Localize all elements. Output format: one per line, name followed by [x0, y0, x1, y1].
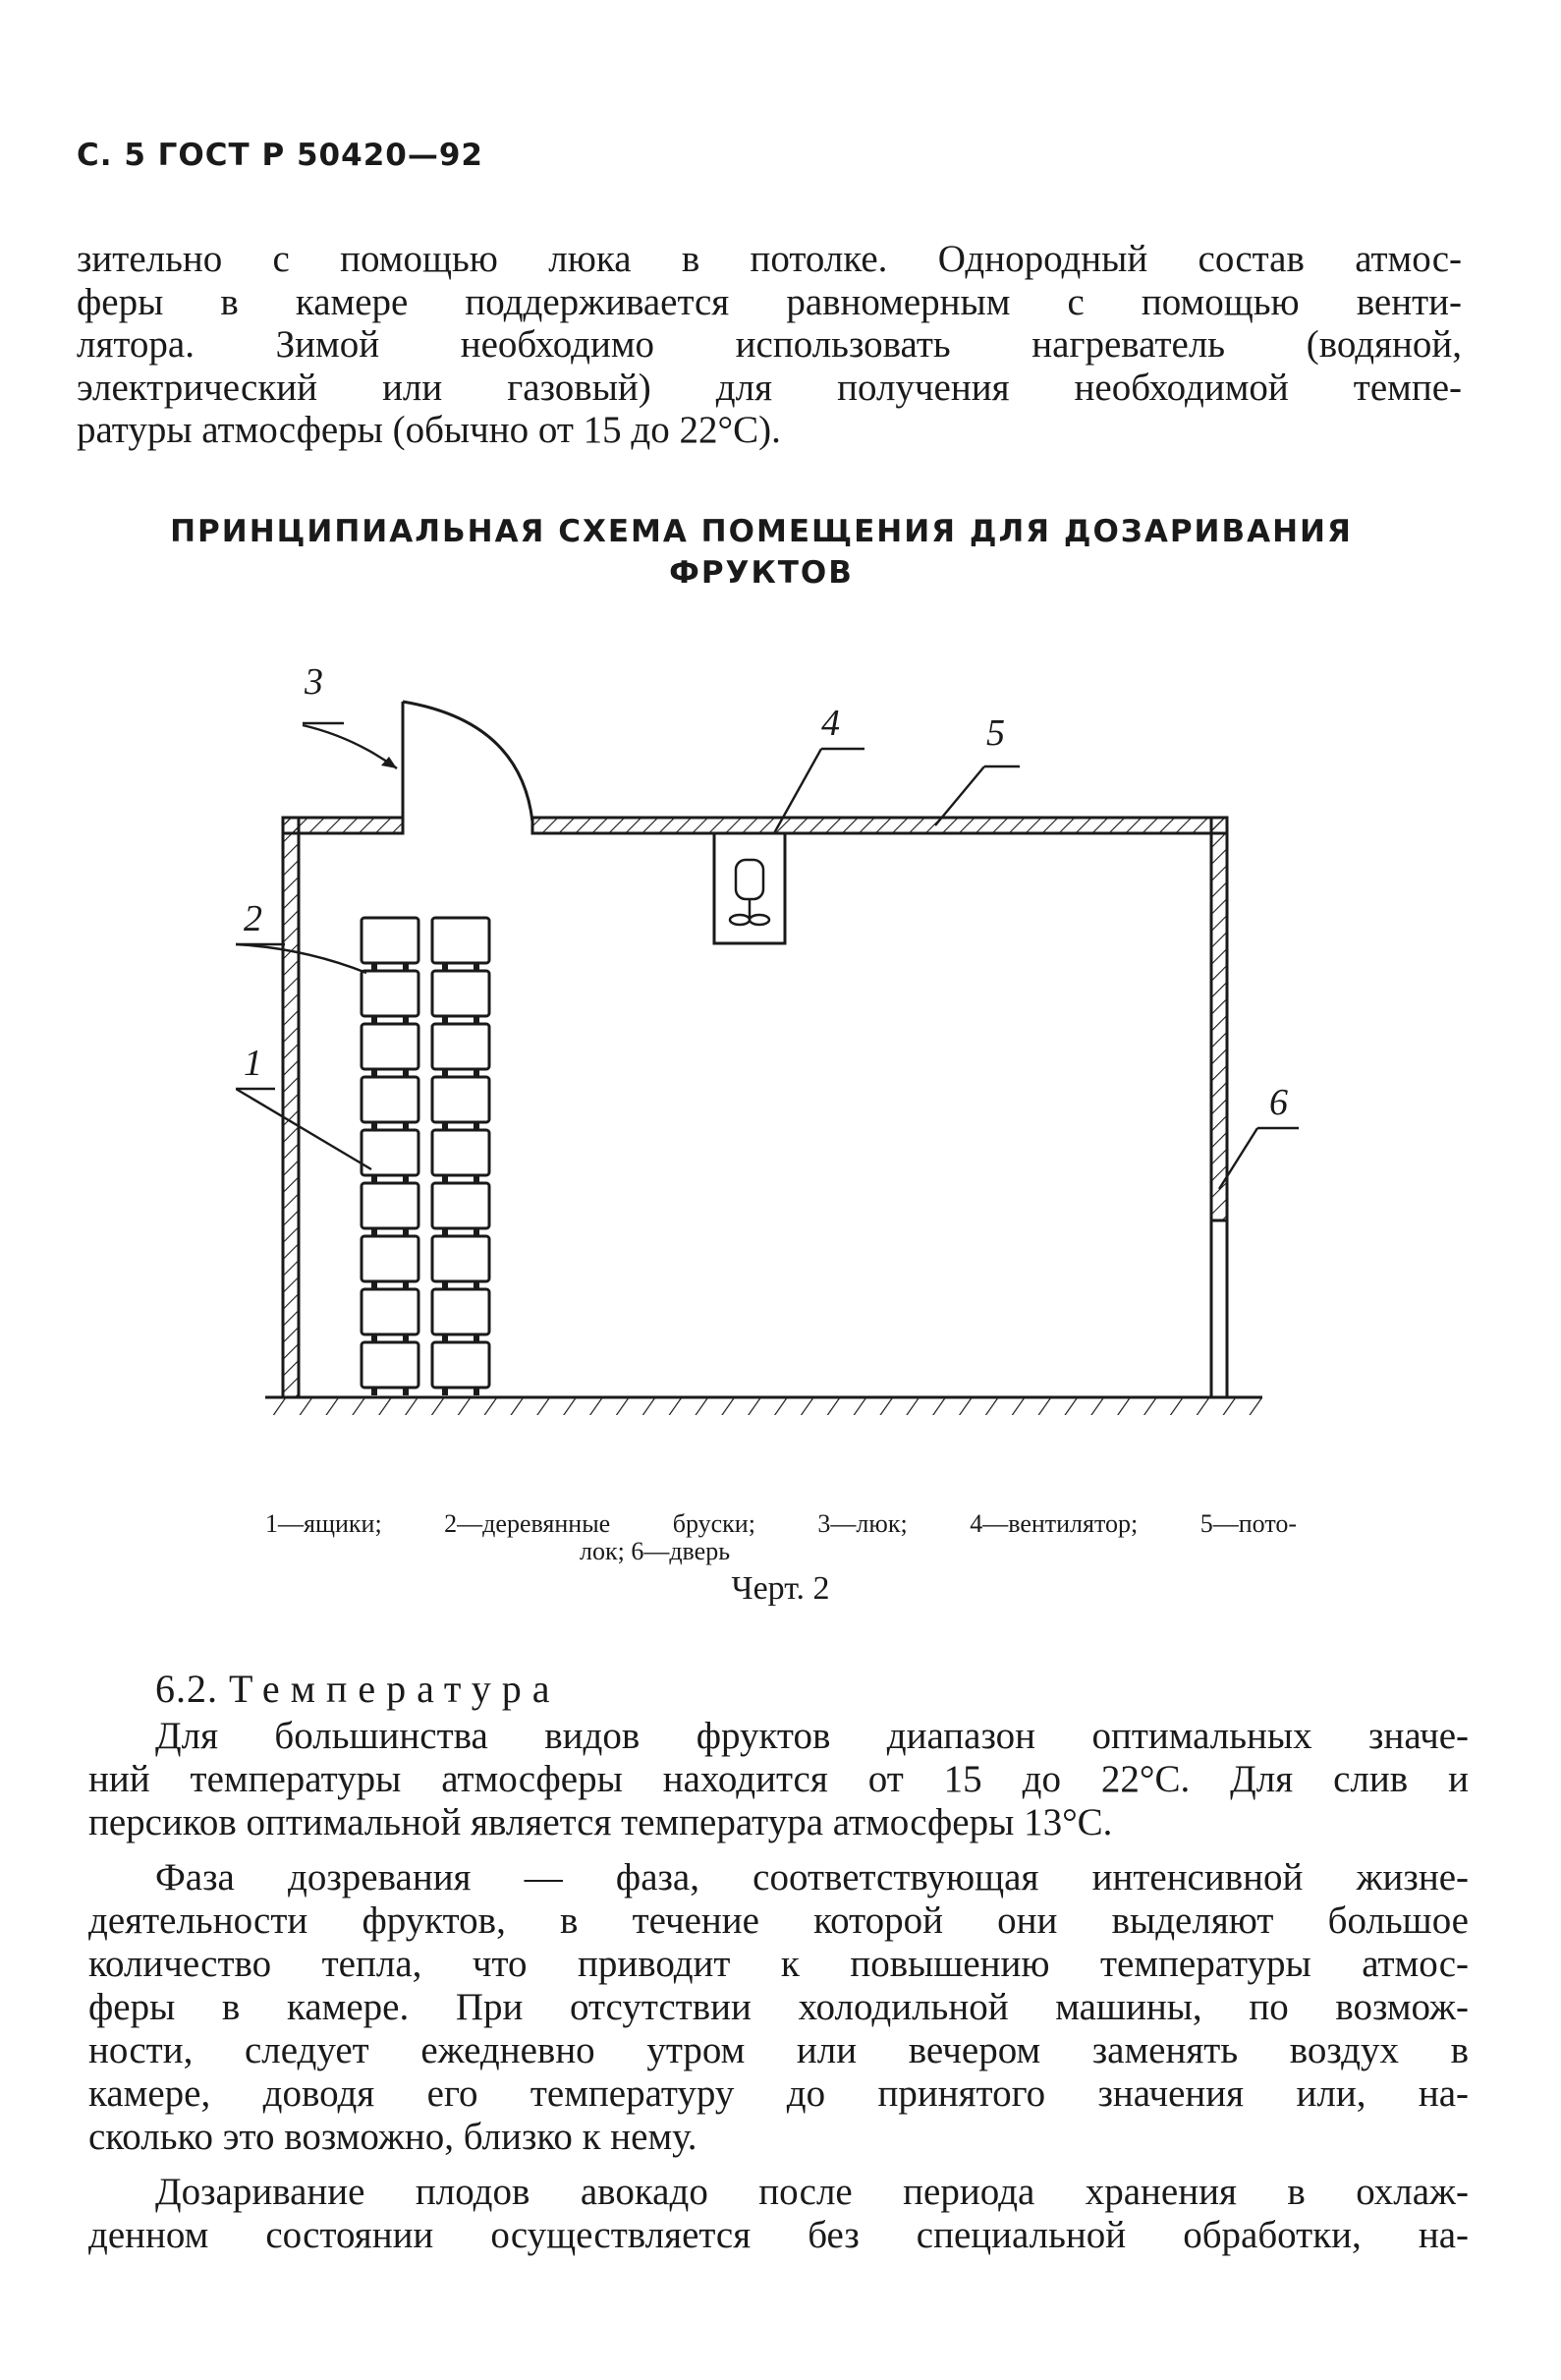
section-title: Температура — [229, 1667, 561, 1711]
ceiling — [532, 818, 1227, 833]
text-line: камере, доводя его температуру до принятого значения или, на- — [88, 2072, 1469, 2115]
section-heading — [155, 1666, 561, 1712]
right-wall — [1211, 818, 1227, 1220]
crate — [432, 1077, 489, 1122]
figure-caption — [265, 1510, 1297, 1565]
scheme-title — [147, 511, 1375, 594]
callout-6-label: 6 — [1269, 1082, 1288, 1123]
caption-line: 1—ящики; 2—деревянные бруски; 3—люк; 4—вентилятор; 5—пото- — [265, 1509, 1297, 1538]
callout-5-label: 5 — [986, 712, 1005, 754]
crate — [432, 1183, 489, 1228]
text-line: сколько это возможно, близко к нему. — [88, 2116, 697, 2158]
caption-line: лок; 6—дверь — [580, 1537, 731, 1565]
figure-label: Черт. 2 — [731, 1570, 830, 1607]
callout-2-label: 2 — [244, 898, 262, 939]
crate — [362, 1183, 418, 1228]
text-line: Дозаривание плодов авокадо после периода хранения в охлаж- — [155, 2171, 1469, 2213]
crate — [432, 1289, 489, 1334]
text-line: ности, следует ежедневно утром или вечером заменять воздух в — [88, 2029, 1469, 2071]
hatch-lid — [403, 702, 532, 833]
section-body — [88, 1715, 1469, 2257]
text-line: электрический или газовый) для получения необходимой темпе- — [77, 366, 1462, 409]
text-line: ний температуры атмосферы находится от 15 до 22°С. Для слив и — [88, 1758, 1469, 1800]
crate — [432, 1024, 489, 1069]
text-line: зительно с помощью люка в потолке. Однородный состав атмос- — [77, 238, 1462, 280]
text-line: феры в камере поддерживается равномерным с помощью венти- — [77, 280, 1462, 323]
wood-spacer — [403, 1388, 409, 1395]
crate-stacks — [362, 918, 489, 1395]
text-line: количество тепла, что приводит к повышению температуры атмос- — [88, 1943, 1469, 1985]
crate — [432, 971, 489, 1016]
crate — [432, 918, 489, 963]
scheme-title-line: ФРУКТОВ — [669, 555, 854, 591]
page-header: С. 5 ГОСТ Р 50420—92 — [77, 138, 483, 173]
section-number: 6.2. — [155, 1667, 218, 1711]
wood-spacer — [371, 1388, 377, 1395]
crate — [432, 1130, 489, 1175]
crate — [362, 1236, 418, 1281]
text-line: лятора. Зимой необходимо использовать нагреватель (водяной, — [77, 323, 1462, 366]
wood-spacer — [474, 1388, 479, 1395]
text-line: персиков оптимальной является температура атмосферы 13°С. — [88, 1801, 1113, 1843]
scheme-title-line: ПРИНЦИПИАЛЬНАЯ СХЕМА ПОМЕЩЕНИЯ ДЛЯ ДОЗАРИВАНИЯ — [170, 514, 1353, 549]
text-line: феры в камере. При отсутствии холодильной машины, по возмож- — [88, 1986, 1469, 2028]
crate — [432, 1342, 489, 1388]
wood-spacer — [442, 1388, 448, 1395]
crate — [362, 1077, 418, 1122]
floor-ground — [265, 1397, 1262, 1415]
ceiling-left — [283, 818, 403, 833]
crate — [362, 1024, 418, 1069]
callout-1-label: 1 — [244, 1043, 262, 1084]
text-line: ратуры атмосферы (обычно от 15 до 22°С). — [77, 409, 781, 451]
callout-4-label: 4 — [821, 703, 840, 744]
text-line: денном состоянии осуществляется без специальной обработки, на- — [88, 2214, 1469, 2256]
fan-unit — [714, 833, 785, 943]
crate — [432, 1236, 489, 1281]
intro-paragraph — [77, 238, 1462, 452]
callout-3-label: 3 — [305, 661, 323, 703]
text-line: Для большинства видов фруктов диапазон оптимальных значе- — [155, 1715, 1469, 1757]
text-line: деятельности фруктов, в течение которой они выделяют большое — [88, 1899, 1469, 1942]
room-scheme-drawing — [236, 639, 1326, 1445]
text-line: Фаза дозревания — фаза, соответствующая интенсивной жизне- — [155, 1856, 1469, 1898]
crate — [362, 1342, 418, 1388]
crate — [362, 918, 418, 963]
door — [1211, 1220, 1227, 1397]
crate — [362, 1289, 418, 1334]
crate — [362, 971, 418, 1016]
left-wall — [283, 818, 299, 1397]
